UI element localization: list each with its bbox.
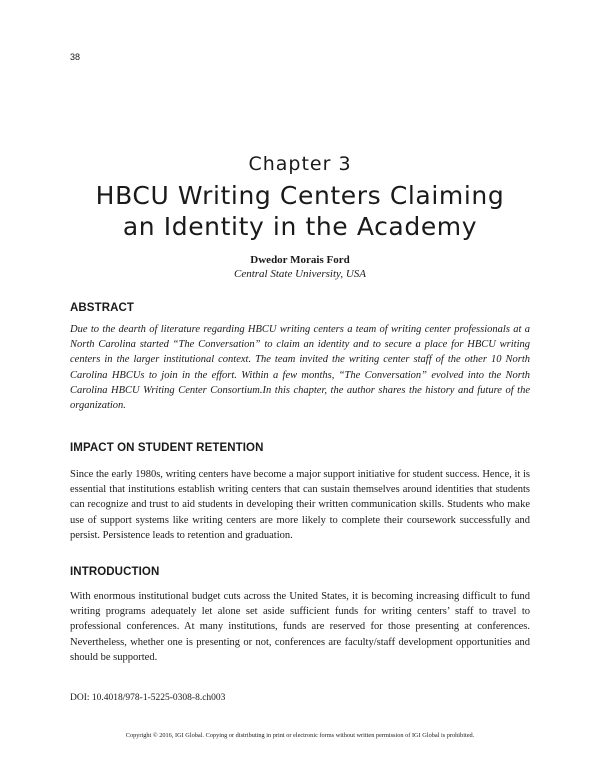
doi: DOI: 10.4018/978-1-5225-0308-8.ch003	[70, 693, 226, 703]
section-heading-introduction: INTRODUCTION	[70, 566, 160, 578]
abstract-heading: ABSTRACT	[70, 302, 135, 314]
chapter-title	[0, 180, 600, 242]
author-name: Dwedor Morais Ford	[250, 254, 350, 266]
chapter-title-line-2: an Identity in the Academy	[122, 212, 478, 241]
section-text-introduction: With enormous institutional budget cuts across the United States, it is becoming increasing difficult to fund writing programs adequately let alone set aside sufficient funds for writing centers’ staff to travel to professional conferences. At many institutions, funds are reserved for those presenting at conferences. Nevertheless, whether one is presenting or not, conferences are faculty/staff development opportunities and should be supported.	[70, 591, 530, 663]
page-number: 38	[70, 52, 81, 62]
author-affiliation: Central State University, USA	[234, 268, 366, 280]
abstract-text: Due to the dearth of literature regarding HBCU writing centers a team of writing center professionals at a North Carolina started “The Conversation” to claim an identity and to secure a place for HBCU writing centers in the larger institutional context. The team invited the writing center staff of the other 10 North Carolina HBCUs to join in the effort. Within a few months, “The Conversation” evolved into the North Carolina HBCU Writing Center Consortium.In this chapter, the author shares the history and future of the organization.	[70, 324, 530, 412]
chapter-label: Chapter 3	[248, 153, 352, 175]
section-text-impact: Since the early 1980s, writing centers have become a major support initiative for student success. Hence, it is essential that institutions establish writing centers that can sustain themselves around identities that students can recognize and trust to aid students in developing their written communication skills. Students who make use of support systems like writing centers are more likely to complete their coursework successfully and persist. Persistence leads to retention and graduation.	[70, 469, 530, 541]
copyright-notice: Copyright © 2016, IGI Global. Copying or distributing in print or electronic forms without written permission of IGI Global is prohibited.	[125, 732, 475, 739]
chapter-title-line-1: HBCU Writing Centers Claiming	[95, 181, 505, 210]
section-heading-impact: IMPACT ON STUDENT RETENTION	[70, 442, 264, 454]
